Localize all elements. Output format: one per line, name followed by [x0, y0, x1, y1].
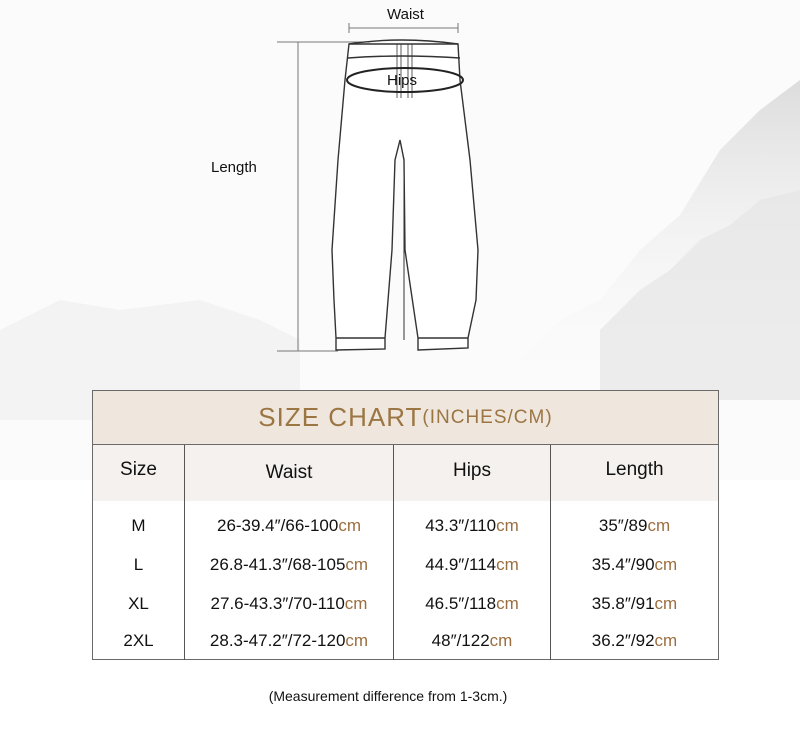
length-value: 35.8″/91: [591, 593, 655, 613]
length-value: 36.2″/92: [591, 630, 655, 650]
size-cell: L: [133, 554, 144, 574]
size-cell: M: [131, 515, 146, 535]
unit-cm: cm: [496, 554, 519, 574]
hips-value: 48″/122: [431, 630, 490, 650]
unit-cm: cm: [654, 630, 678, 650]
length-label: Length: [211, 159, 257, 176]
waist-cell: [185, 622, 393, 659]
length-value: 35″/89: [598, 515, 648, 535]
length-cell: [551, 546, 718, 583]
hips-cell: [394, 546, 550, 583]
table-row: [93, 585, 718, 622]
waist-value: 28.3-47.2″/72-120: [209, 630, 346, 650]
length-cell: [551, 585, 718, 622]
measurement-note: (Measurement difference from 1-3cm.): [268, 688, 508, 704]
unit-cm: cm: [647, 515, 671, 535]
waist-value: 27.6-43.3″/70-110: [210, 593, 345, 613]
size-cell: 2XL: [123, 630, 154, 650]
hips-value: 44.9″/114: [425, 554, 497, 574]
header-row: [93, 445, 718, 501]
hips-cell: [394, 585, 550, 622]
header-length: Length: [605, 459, 664, 480]
size-chart-table: [92, 390, 719, 660]
unit-cm: cm: [496, 515, 519, 535]
unit-cm: cm: [338, 515, 361, 535]
unit-cm: cm: [496, 593, 519, 613]
hips-cell: [394, 507, 550, 544]
size-cell: XL: [128, 593, 149, 613]
header-size: Size: [120, 459, 157, 480]
unit-cm: cm: [345, 630, 369, 650]
waist-value: 26.8-41.3″/68-105: [209, 554, 346, 574]
hips-value: 46.5″/118: [425, 593, 497, 613]
waist-cell: [185, 585, 393, 622]
table-row: [93, 507, 718, 544]
waist-value: 26-39.4″/66-100: [216, 515, 339, 535]
waist-cell: [185, 546, 393, 583]
length-cell: [551, 622, 718, 659]
length-value: 35.4″/90: [591, 554, 655, 574]
waist-label: Waist: [387, 6, 424, 23]
unit-cm: cm: [654, 593, 678, 613]
chart-title-sub: (INCHES/CM): [422, 406, 553, 428]
chart-title: [93, 391, 718, 445]
header-waist: Waist: [265, 462, 313, 483]
table-row: [93, 546, 718, 583]
hips-label: Hips: [387, 72, 418, 89]
header-hips: Hips: [452, 460, 491, 481]
unit-cm: cm: [489, 630, 513, 650]
length-cell: [551, 507, 718, 544]
chart-title-main: SIZE CHART: [258, 402, 423, 432]
waist-cell: [185, 507, 393, 544]
table-row: [93, 622, 718, 659]
hips-cell: [394, 622, 550, 659]
waist-measure-line: [349, 23, 458, 33]
unit-cm: cm: [345, 554, 369, 574]
unit-cm: cm: [654, 554, 678, 574]
unit-cm: cm: [344, 593, 368, 613]
hips-value: 43.3″/110: [425, 515, 497, 535]
